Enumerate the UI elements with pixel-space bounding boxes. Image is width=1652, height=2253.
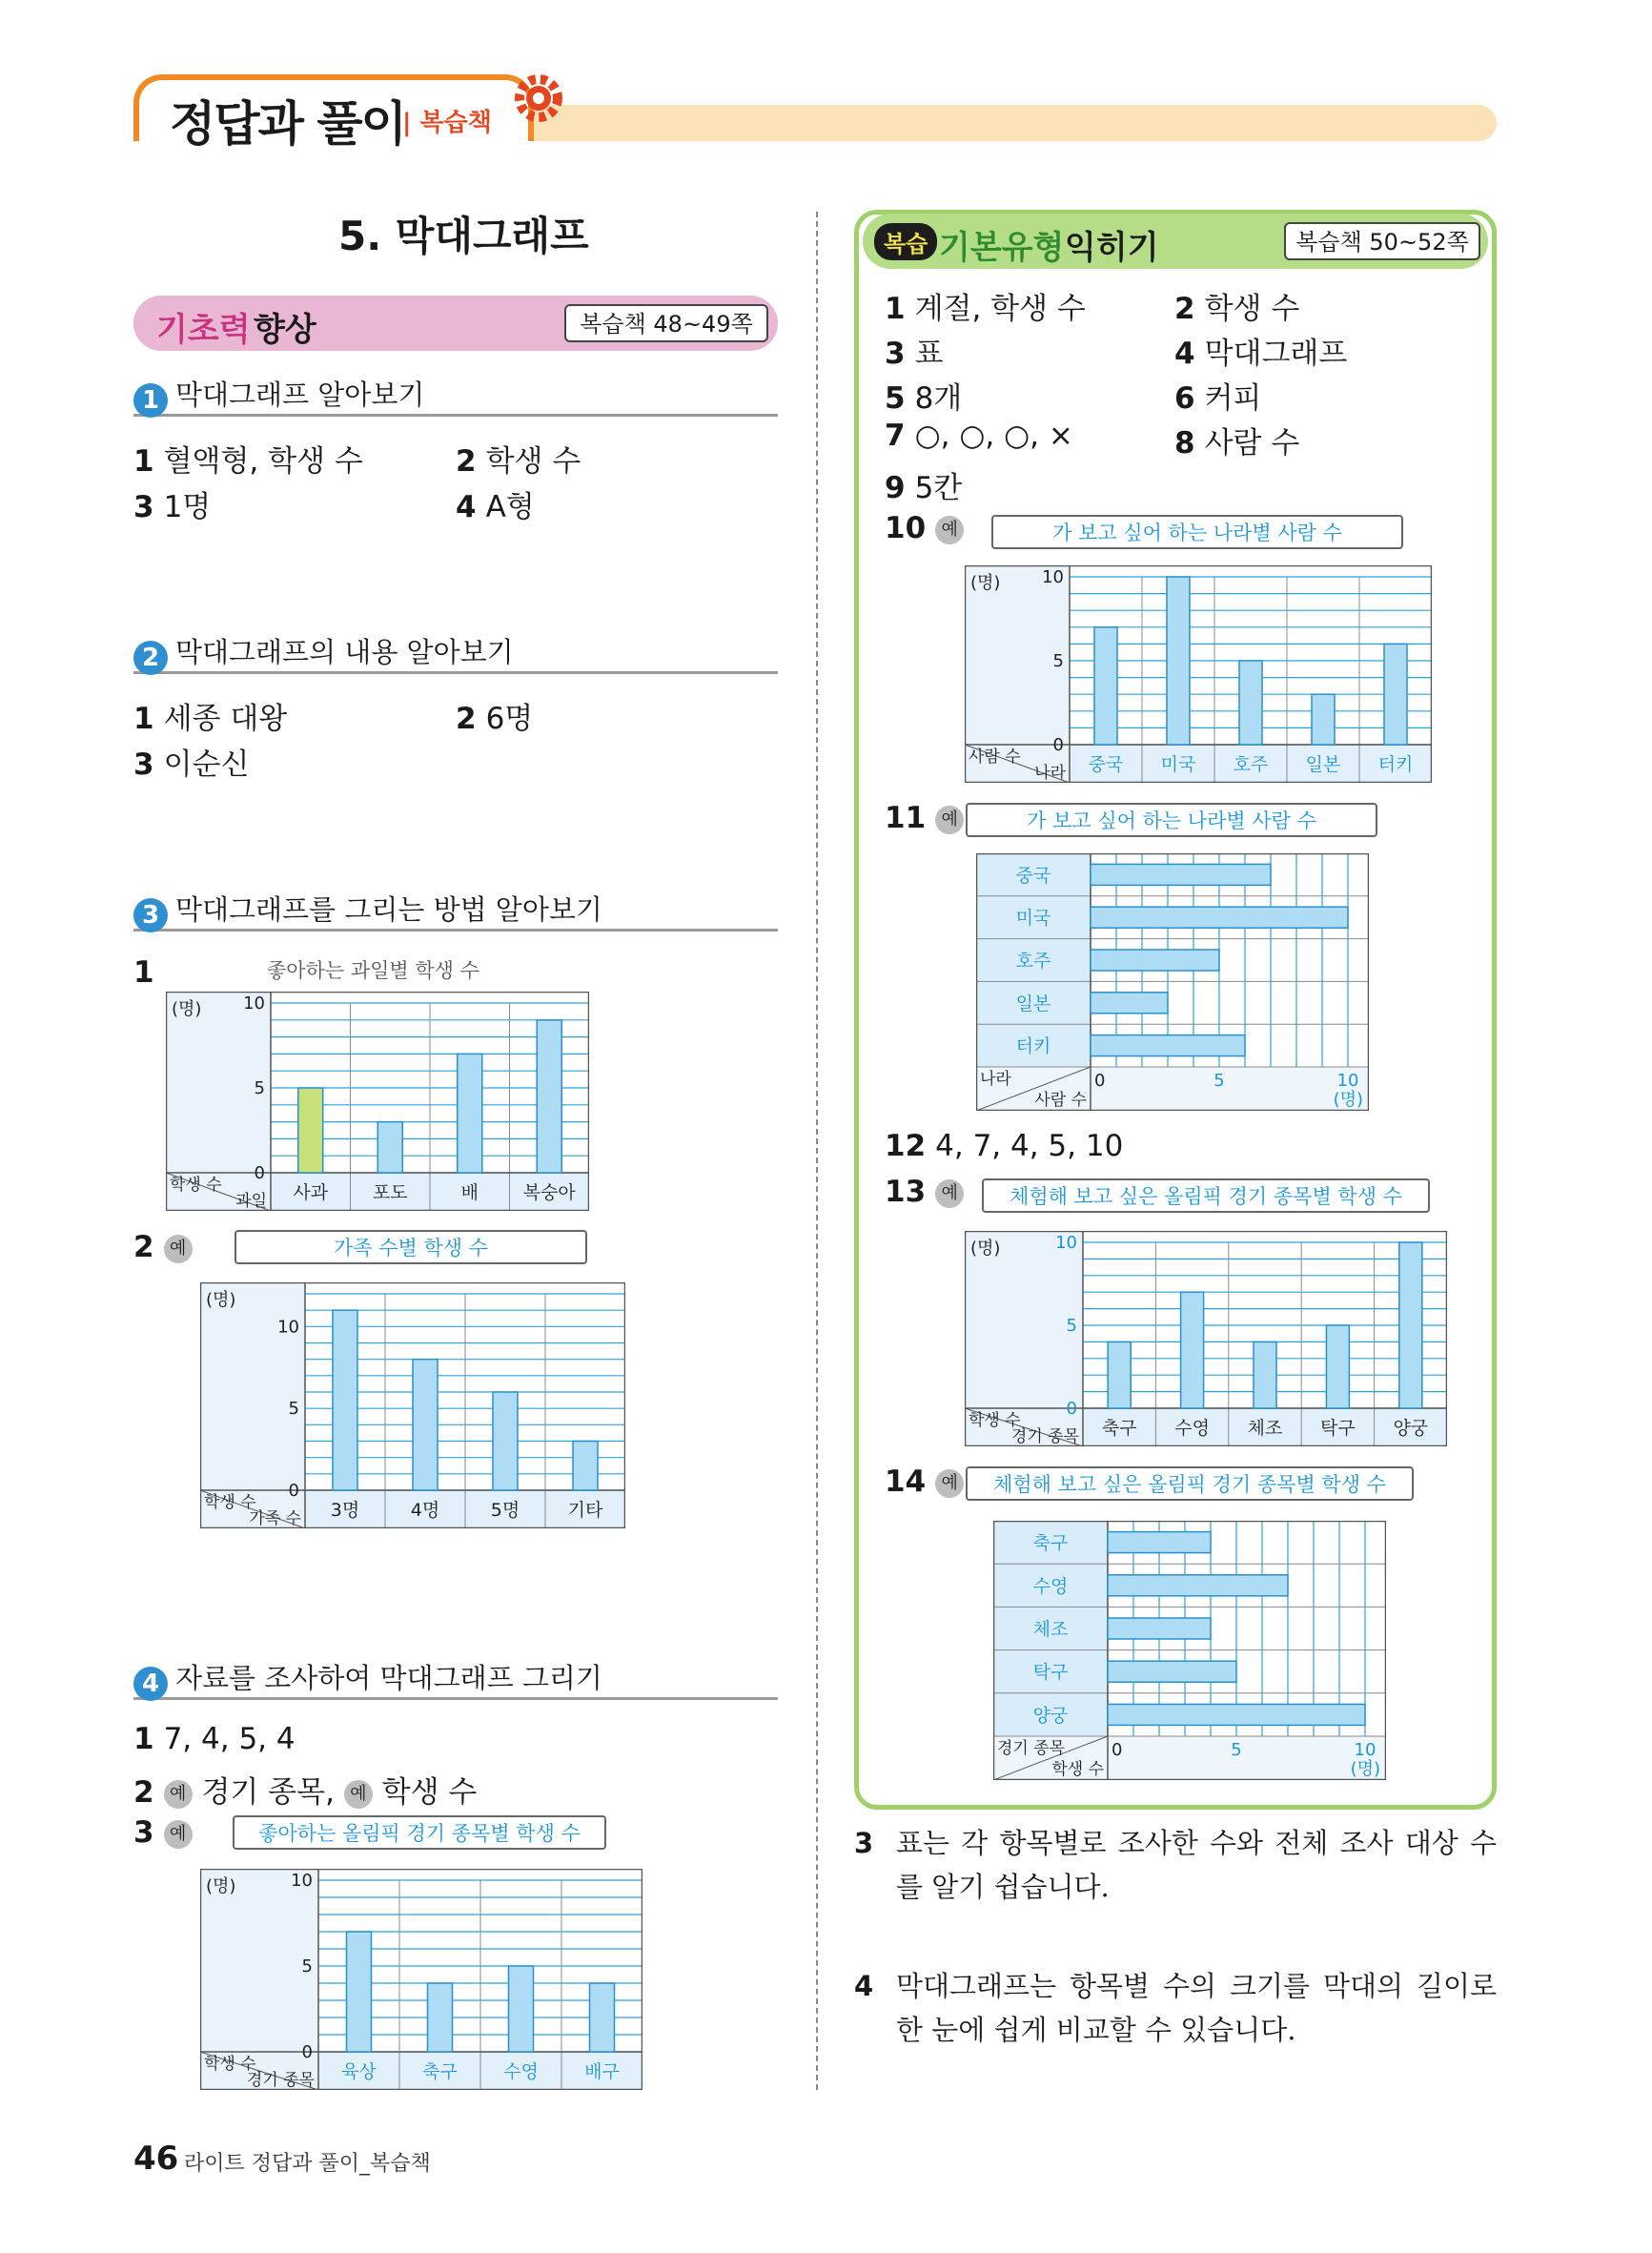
answer-text: ○, ○, ○, × xyxy=(914,419,1073,453)
answer-num: 13 xyxy=(885,1175,927,1209)
y-tick-label: 0 xyxy=(288,1481,299,1501)
category-label: 호주 xyxy=(1015,951,1051,972)
corner-top-label: 나라 xyxy=(980,1070,1011,1089)
answer-4-2 xyxy=(133,1768,477,1811)
bar xyxy=(1254,1342,1276,1408)
bar xyxy=(1108,1342,1131,1408)
bar xyxy=(1091,993,1168,1014)
example-badge: 예 xyxy=(935,1469,964,1498)
category-label: 터키 xyxy=(1015,1035,1051,1057)
answer-num: 10 xyxy=(885,511,927,545)
bar xyxy=(1326,1325,1349,1408)
subhead-num: 2 xyxy=(133,641,168,675)
answer-item xyxy=(885,329,944,372)
answer-item xyxy=(885,374,962,417)
bar xyxy=(1091,907,1348,928)
chart-olympic-horizontal xyxy=(993,1521,1386,1780)
bar xyxy=(413,1360,438,1490)
answer-4-1 xyxy=(133,1722,296,1756)
answer-2-3 xyxy=(133,740,249,783)
subhead-num: 1 xyxy=(133,383,168,418)
bar xyxy=(573,1442,598,1491)
category-label: 5명 xyxy=(490,1500,520,1521)
explanation-num: 4 xyxy=(854,1970,874,2002)
unit-label: (명) xyxy=(970,573,1001,593)
answer-num: 8 xyxy=(1174,426,1195,461)
answer-num: 11 xyxy=(885,801,927,835)
question-11 xyxy=(885,801,964,835)
page-number: 46 xyxy=(133,2140,179,2178)
example-badge: 예 xyxy=(164,1780,193,1809)
bar xyxy=(458,1054,482,1173)
bar xyxy=(1108,1661,1236,1682)
category-label: 사과 xyxy=(293,1182,329,1203)
category-label: 축구 xyxy=(1101,1418,1137,1439)
explanation-num: 3 xyxy=(854,1827,874,1859)
category-label: 4명 xyxy=(410,1500,440,1521)
bar xyxy=(1108,1532,1211,1553)
category-label: 일본 xyxy=(1305,754,1341,775)
answer-num: 14 xyxy=(885,1464,927,1499)
bar xyxy=(1239,661,1262,745)
subhead-title: 막대그래프를 그리는 방법 알아보기 xyxy=(175,893,602,926)
subhead-1 xyxy=(133,374,778,417)
explanation-3 xyxy=(854,1821,1497,1909)
bar xyxy=(1167,577,1190,745)
answer-num: 2 xyxy=(456,444,477,479)
chart-title: 좋아하는 올림픽 경기 종목별 학생 수 xyxy=(233,1815,606,1850)
explanation-text: 막대그래프는 항목별 수의 크기를 막대의 길이로 한 눈에 쉽게 비교할 수 있습니다. xyxy=(896,1970,1497,2046)
answer-num: 4 xyxy=(456,490,477,524)
category-label: 미국 xyxy=(1015,908,1051,930)
example-badge: 예 xyxy=(935,806,964,834)
subhead-4 xyxy=(133,1657,778,1700)
category-label: 배 xyxy=(460,1182,479,1203)
gear-icon xyxy=(511,71,566,126)
chart-title: 가족 수별 학생 수 xyxy=(235,1230,587,1264)
category-label: 중국 xyxy=(1015,865,1051,887)
example-badge: 예 xyxy=(344,1780,373,1809)
y-tick-label: 5 xyxy=(301,1956,313,1976)
y-tick-label: 10 xyxy=(243,993,265,1014)
corner-top-label: 학생 수 xyxy=(204,1493,256,1512)
subhead-num: 4 xyxy=(133,1667,168,1701)
category-label: 체조 xyxy=(1247,1418,1283,1439)
subhead-title: 자료를 조사하여 막대그래프 그리기 xyxy=(175,1662,602,1694)
bar xyxy=(1108,1704,1365,1725)
answer-num: 7 xyxy=(885,419,906,453)
category-label: 수영 xyxy=(1032,1575,1069,1597)
bar xyxy=(1384,644,1407,745)
x-tick-label: 0 xyxy=(1112,1740,1123,1760)
category-label: 배구 xyxy=(584,2061,620,2082)
column-divider xyxy=(816,212,818,2090)
category-label: 축구 xyxy=(1032,1532,1069,1554)
category-label: 수영 xyxy=(503,2061,539,2082)
answer-item xyxy=(1174,374,1261,417)
chart-fruit xyxy=(166,992,589,1211)
y-tick-label: 5 xyxy=(1052,651,1064,671)
category-label: 양궁 xyxy=(1032,1705,1069,1727)
example-badge: 예 xyxy=(164,1235,193,1263)
x-tick-label: 10 xyxy=(1336,1071,1359,1091)
bar xyxy=(347,1932,372,2052)
x-tick-label: 5 xyxy=(1214,1071,1225,1091)
category-label: 수영 xyxy=(1174,1418,1210,1439)
category-label: 복숭아 xyxy=(522,1182,576,1203)
bar xyxy=(1108,1575,1288,1596)
answer-text: 학생 수 xyxy=(485,444,581,479)
chart-country-vertical xyxy=(965,565,1432,783)
question-13 xyxy=(885,1175,964,1209)
answer-text: 학생 수 xyxy=(381,1775,478,1810)
y-tick-label: 10 xyxy=(291,1871,313,1891)
y-tick-label: 5 xyxy=(1066,1316,1077,1336)
answer-num: 6 xyxy=(1174,381,1195,416)
question-14 xyxy=(885,1464,964,1499)
answer-text: 8개 xyxy=(914,381,963,416)
corner-bottom-label: 나라 xyxy=(1034,764,1066,783)
header-title: 정답과 풀이 xyxy=(170,96,405,152)
bar xyxy=(298,1088,323,1173)
category-label: 3명 xyxy=(330,1500,360,1521)
answer-text: 계절, 학생 수 xyxy=(914,292,1086,326)
unit-label: (명) xyxy=(172,999,202,1019)
answer-text: 7, 4, 5, 4 xyxy=(163,1722,296,1756)
answer-text: 6명 xyxy=(485,702,534,736)
chart-title: 가 보고 싶어 하는 나라별 사람 수 xyxy=(966,803,1377,837)
category-label: 탁구 xyxy=(1032,1662,1069,1684)
answer-num: 3 xyxy=(885,337,906,371)
explanation-4 xyxy=(854,1964,1497,2052)
bar xyxy=(1399,1242,1422,1408)
bar xyxy=(428,1983,453,2052)
category-label: 축구 xyxy=(422,2061,458,2082)
category-label: 탁구 xyxy=(1320,1418,1356,1439)
explanation-text: 표는 각 항목별로 조사한 수와 전체 조사 대상 수를 알기 쉽습니다. xyxy=(896,1827,1497,1903)
answer-1-1 xyxy=(133,437,363,480)
bar xyxy=(377,1122,402,1173)
answer-num: 1 xyxy=(133,955,154,990)
answer-12 xyxy=(885,1129,1123,1163)
subhead-2 xyxy=(133,631,778,674)
example-badge: 예 xyxy=(935,1179,964,1208)
unit-label: (명) xyxy=(970,1239,1001,1259)
category-label: 육상 xyxy=(341,2061,377,2082)
corner-top-label: 경기 종목 xyxy=(997,1739,1066,1758)
answer-num: 1 xyxy=(133,702,154,736)
answer-num: 2 xyxy=(456,702,477,736)
pill-basic xyxy=(133,296,778,351)
bar xyxy=(493,1392,518,1490)
bar xyxy=(509,1966,534,2052)
answer-text: 학생 수 xyxy=(1204,292,1300,326)
unit-label: (명) xyxy=(1350,1759,1380,1779)
chart-family xyxy=(200,1282,625,1528)
question-3-2 xyxy=(133,1230,193,1264)
category-label: 터키 xyxy=(1377,754,1414,775)
answer-2-2 xyxy=(456,694,533,737)
question-3-1 xyxy=(133,955,164,990)
answer-num: 9 xyxy=(885,471,906,505)
category-label: 일본 xyxy=(1015,993,1051,1014)
answer-1-3 xyxy=(133,482,211,525)
category-label: 양궁 xyxy=(1393,1418,1429,1439)
answer-text: 1명 xyxy=(163,490,212,524)
y-tick-label: 10 xyxy=(1042,567,1064,587)
y-tick-label: 0 xyxy=(1052,735,1064,755)
answer-text: 경기 종목, xyxy=(201,1775,335,1810)
corner-bottom-label: 경기 종목 xyxy=(1010,1427,1079,1446)
answer-item xyxy=(1174,419,1299,461)
chart-olympic-favorite xyxy=(200,1869,642,2090)
y-tick-label: 10 xyxy=(1055,1233,1077,1253)
corner-bottom-label: 가족 수 xyxy=(249,1509,301,1528)
answer-num: 4 xyxy=(1174,337,1195,371)
y-tick-label: 10 xyxy=(277,1317,299,1338)
pill-ref: 복습책 48~49쪽 xyxy=(564,304,768,342)
unit-label: (명) xyxy=(206,1876,236,1896)
answer-num: 1 xyxy=(885,292,906,326)
x-tick-label: 0 xyxy=(1094,1071,1106,1091)
pill-label-a: 기초력 xyxy=(156,311,251,349)
example-badge: 예 xyxy=(935,516,964,544)
answer-item xyxy=(885,463,962,506)
section-title: 5. 막대그래프 xyxy=(338,213,589,259)
answer-text: 막대그래프 xyxy=(1204,337,1348,371)
chart-country-horizontal xyxy=(976,853,1369,1111)
answer-text: 4, 7, 4, 5, 10 xyxy=(935,1129,1124,1163)
corner-top-label: 학생 수 xyxy=(204,2055,256,2074)
answer-num: 3 xyxy=(133,490,154,524)
bar xyxy=(1091,864,1271,885)
subhead-3 xyxy=(133,889,778,932)
y-tick-label: 0 xyxy=(301,2042,313,2062)
answer-num: 3 xyxy=(133,748,154,782)
answer-text: 사람 수 xyxy=(1204,426,1300,461)
pill-practice xyxy=(863,214,1488,269)
pill-label-b: 익히기 xyxy=(1065,229,1159,267)
answer-1-2 xyxy=(456,437,581,480)
corner-top-label: 학생 수 xyxy=(969,1411,1021,1430)
pill-label-a: 기본유형 xyxy=(939,229,1065,267)
example-badge: 예 xyxy=(164,1820,193,1849)
answer-num: 12 xyxy=(885,1129,927,1163)
subhead-title: 막대그래프의 내용 알아보기 xyxy=(175,636,514,668)
x-tick-label: 10 xyxy=(1354,1740,1377,1760)
category-label: 기타 xyxy=(567,1500,603,1521)
category-label: 중국 xyxy=(1088,754,1124,775)
category-label: 미국 xyxy=(1160,754,1196,775)
chart-olympic-vertical xyxy=(965,1231,1447,1446)
unit-label: (명) xyxy=(1333,1090,1363,1110)
bar xyxy=(1108,1618,1211,1639)
category-label: 호주 xyxy=(1233,754,1269,775)
chart-title: 체험해 보고 싶은 올림픽 경기 종목별 학생 수 xyxy=(982,1178,1430,1213)
footer-text: 라이트 정답과 풀이_복습책 xyxy=(184,2152,431,2176)
answer-text: 커피 xyxy=(1204,381,1262,416)
y-tick-label: 5 xyxy=(254,1078,265,1098)
question-4-3 xyxy=(133,1815,193,1850)
subhead-title: 막대그래프 알아보기 xyxy=(175,379,425,411)
unit-label: (명) xyxy=(206,1290,236,1310)
corner-bottom-label: 과일 xyxy=(235,1192,267,1211)
bar xyxy=(1091,950,1219,971)
answer-text: 표 xyxy=(914,337,944,371)
category-label: 체조 xyxy=(1032,1619,1069,1640)
pill-ref: 복습책 50~52쪽 xyxy=(1284,222,1480,260)
bar xyxy=(537,1020,561,1173)
answer-num: 2 xyxy=(133,1775,154,1810)
corner-bottom-label: 사람 수 xyxy=(1034,1091,1087,1110)
answer-item xyxy=(885,284,1086,327)
chart-title: 체험해 보고 싶은 올림픽 경기 종목별 학생 수 xyxy=(966,1466,1414,1501)
chart-title: 좋아하는 과일별 학생 수 xyxy=(267,959,479,982)
corner-top-label: 학생 수 xyxy=(170,1176,222,1195)
pill-label-b: 향상 xyxy=(254,311,316,349)
bar xyxy=(1312,694,1335,745)
answer-text: 5칸 xyxy=(914,471,963,505)
answer-num: 1 xyxy=(133,444,154,479)
bar xyxy=(333,1310,357,1490)
chart-title: 가 보고 싶어 하는 나라별 사람 수 xyxy=(991,515,1403,549)
answer-num: 2 xyxy=(133,1230,154,1264)
x-tick-label: 5 xyxy=(1231,1740,1242,1760)
answer-text: 혈액형, 학생 수 xyxy=(163,444,363,479)
answer-1-4 xyxy=(456,482,535,525)
pill-tag: 복습 xyxy=(874,223,937,260)
corner-top-label: 사람 수 xyxy=(969,748,1021,767)
y-tick-label: 0 xyxy=(254,1163,265,1183)
header-subtitle: | 복습책 xyxy=(402,109,492,137)
answer-text: 세종 대왕 xyxy=(163,702,288,736)
bar xyxy=(590,1983,615,2052)
answer-num: 1 xyxy=(133,1722,154,1756)
bar xyxy=(1091,1035,1245,1056)
subhead-num: 3 xyxy=(133,898,168,932)
answer-item xyxy=(1174,284,1299,327)
answer-num: 3 xyxy=(133,1815,154,1850)
bar xyxy=(1181,1292,1204,1408)
answer-item xyxy=(1174,329,1347,372)
answer-2-1 xyxy=(133,694,287,737)
answer-num: 2 xyxy=(1174,292,1195,326)
answer-num: 5 xyxy=(885,381,906,416)
question-10 xyxy=(885,511,964,545)
answer-text: A형 xyxy=(485,490,535,524)
answer-text: 이순신 xyxy=(163,748,250,782)
y-tick-label: 0 xyxy=(1066,1399,1077,1419)
answer-item xyxy=(885,419,1073,453)
y-tick-label: 5 xyxy=(288,1399,299,1420)
category-label: 포도 xyxy=(372,1182,408,1203)
corner-bottom-label: 경기 종목 xyxy=(246,2071,315,2090)
bar xyxy=(1094,627,1117,745)
corner-bottom-label: 학생 수 xyxy=(1051,1760,1104,1779)
